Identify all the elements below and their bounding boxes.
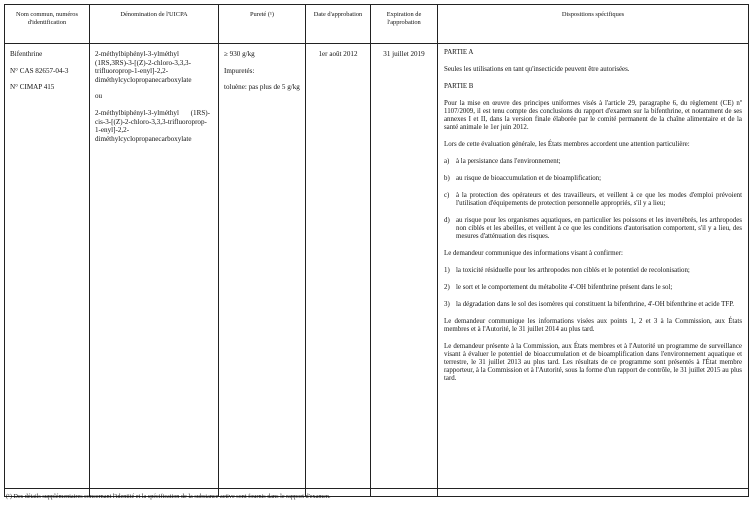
- list-item-text: à la protection des opérateurs et des travailleurs, et veillent à ce que les modes d'emploi prévoient l'utilisation d'équipements de protection personnelle appropriés, s'il y a lieu;: [456, 192, 742, 207]
- list-item-label: 1): [444, 267, 450, 274]
- part-b-paragraph-4: Le demandeur communique les informations visées aux points 1, 2 et 3 à la Commission, aux États membres et à l'Autorité, le 31 juillet 2014 au plus tard.: [444, 318, 742, 333]
- cell-expiry-date: [371, 44, 438, 497]
- list-item: [444, 175, 742, 183]
- list-item-label: 2): [444, 284, 450, 291]
- list-item-label: a): [444, 158, 450, 165]
- table-header-row: [5, 5, 749, 44]
- list-item: [444, 217, 742, 241]
- list-item-text: la toxicité résiduelle pour les arthropodes non ciblés et le potentiel de recolonisation;: [456, 267, 690, 274]
- part-b-title: PARTIE B: [444, 83, 474, 90]
- header-common-name: Nom commun, numéros d'identification: [5, 5, 90, 44]
- part-b-paragraph-3: Le demandeur communique des informations visant à confirmer:: [444, 250, 623, 257]
- cipac-number: N° CIMAP 415: [10, 83, 55, 92]
- list-item-label: d): [444, 217, 450, 224]
- cas-number: N° CAS 82657-04-3: [10, 66, 69, 75]
- header-iupac-name: Dénomination de l'UICPA: [90, 5, 219, 44]
- impurities-label: Impuretés:: [224, 66, 255, 75]
- list-item: [444, 267, 742, 275]
- expiry-date: 31 juillet 2019: [383, 50, 425, 58]
- list-item-text: la dégradation dans le sol des isomères qui constituent la bifenthrine, 4'-OH bifenthrine et acide TFP.: [456, 301, 735, 308]
- footnote-divider: [4, 488, 748, 489]
- approval-date: 1er août 2012: [318, 50, 358, 58]
- regulation-table: [4, 4, 749, 497]
- list-item-label: b): [444, 175, 450, 182]
- table-row: [5, 44, 749, 497]
- header-approval-date: Date d'approbation: [306, 5, 371, 44]
- list-item: [444, 284, 742, 292]
- list-item: [444, 192, 742, 208]
- part-a-title: PARTIE A: [444, 49, 474, 56]
- header-expiry-date: Expiration de l'approbation: [371, 5, 438, 44]
- common-name: Bifenthrine: [10, 50, 43, 58]
- cell-approval-date: [306, 44, 371, 497]
- list-item-text: au risque pour les organismes aquatiques, en particulier les poissons et les invertébrés, les arthropodes non ciblés et les abeilles, et veillent à ce que les conditions d'autorisation comportent, s'il y a lieu, des mesures d'atténuation des risques.: [456, 217, 742, 240]
- iupac-name-1: 2-méthylbiphényl-3-ylméthyl (1RS,3RS)-3-[(Z)-2-chloro-3,3,3-trifluoroprop-1-enyl]-2,2-diméthylcyclopropanecarboxylate: [95, 50, 192, 84]
- iupac-name-2: 2-méthylbiphényl-3-ylméthyl (1RS)-cis-3-[(Z)-2-chloro-3,3,3-trifluoroprop-1-enyl]-2,2-diméthylcyclopropanecarboxylate: [95, 108, 210, 143]
- impurities-value: toluène: pas plus de 5 g/kg: [224, 83, 300, 92]
- iupac-or: ou: [95, 92, 103, 101]
- part-b-paragraph-2: Lors de cette évaluation générale, les États membres accordent une attention particulière:: [444, 141, 690, 148]
- part-b-paragraph-5: Le demandeur présente à la Commission, aux États membres et à l'Autorité un programme de surveillance visant à évaluer le potentiel de bioaccumulation et de bioamplification dans l'environnement aquatique et terrestre, le 31 juillet 2013 au plus tard. Les résultats de ce programme sont présentés à l'État membre rapporteur, à la Commission et à l'Autorité, sous la forme d'un rapport de contrôle, le 31 juillet 2015 au plus tard.: [444, 343, 742, 382]
- list-item-label: 3): [444, 301, 450, 308]
- list-item-label: c): [444, 192, 450, 199]
- list-item: [444, 301, 742, 309]
- part-a-text: Seules les utilisations en tant qu'insecticide peuvent être autorisées.: [444, 66, 630, 73]
- part-b-paragraph-1: Pour la mise en œuvre des principes uniformes visés à l'article 29, paragraphe 6, du règlement (CE) nº 1107/2009, il est tenu compte des conclusions du rapport d'examen sur la bifenthrine, et notamment de ses annexes I et II, dans la version finale élaborée par le comité permanent de la chaîne alimentaire et de la santé animale le 1er juin 2012.: [444, 100, 742, 131]
- purity-value: ≥ 930 g/kg: [224, 50, 255, 58]
- cell-specific-provisions: [438, 44, 749, 497]
- list-item-text: le sort et le comportement du métabolite 4'-OH bifenthrine présent dans le sol;: [456, 284, 673, 291]
- list-item-text: au risque de bioaccumulation et de bioamplification;: [456, 175, 602, 182]
- cell-iupac-name: [90, 44, 219, 497]
- header-specific-provisions: Dispositions spécifiques: [438, 5, 749, 44]
- cell-purity: [219, 44, 306, 497]
- cell-common-name: [5, 44, 90, 497]
- list-item: [444, 158, 742, 166]
- header-purity: Pureté (¹): [219, 5, 306, 44]
- footnote: (¹) Des détails supplémentaires concernant l'identité et la spécification de la substance active sont fournis dans le rapport d'examen.: [6, 493, 331, 500]
- list-item-text: à la persistance dans l'environnement;: [456, 158, 561, 165]
